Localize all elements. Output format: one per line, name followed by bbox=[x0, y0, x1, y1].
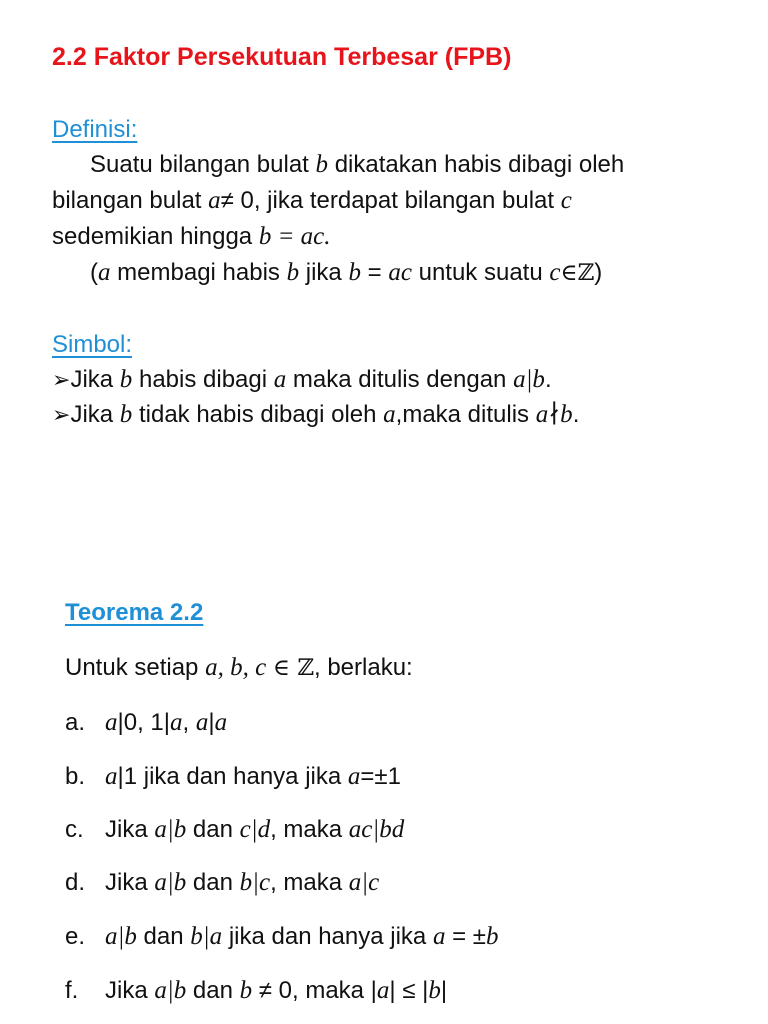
item-label: b. bbox=[65, 763, 86, 790]
math-var: b bbox=[286, 259, 300, 286]
math-var: ac bbox=[388, 259, 412, 286]
text: Jika bbox=[70, 401, 114, 428]
math-var: b bbox=[485, 923, 499, 950]
math-var: a bbox=[273, 366, 287, 393]
text: dan bbox=[192, 977, 233, 1004]
text: Jika bbox=[105, 816, 148, 843]
math-expr: a|c bbox=[348, 869, 380, 896]
text: ,maka ditulis bbox=[395, 401, 530, 428]
text: untuk suatu bbox=[418, 259, 543, 286]
text: maka ditulis dengan bbox=[292, 366, 507, 393]
math-var: b bbox=[428, 977, 441, 1004]
math-var: b bbox=[239, 977, 253, 1004]
text: dan bbox=[192, 816, 233, 843]
text: | bbox=[440, 977, 448, 1004]
simbol-heading: Simbol: bbox=[52, 331, 133, 358]
text: sedemikian hingga bbox=[52, 223, 253, 250]
math-var: a bbox=[105, 709, 118, 736]
math-var: a bbox=[195, 709, 209, 736]
text: tidak habis dibagi oleh bbox=[138, 401, 377, 428]
arrow-bullet-icon: ➢ bbox=[52, 368, 71, 393]
arrow-bullet-icon: ➢ bbox=[52, 403, 71, 428]
math-var: b bbox=[119, 366, 133, 393]
definisi-line-2 bbox=[52, 186, 572, 216]
text: | bbox=[208, 709, 215, 736]
math-expr: a|b bbox=[513, 366, 545, 393]
text: ≠ 0, jika terdapat bilangan bulat bbox=[220, 187, 555, 214]
teorema-item-a bbox=[65, 708, 227, 738]
math-expr: b|a bbox=[190, 923, 223, 950]
text: , bbox=[182, 709, 190, 736]
math-var: a bbox=[432, 923, 446, 950]
text: |1 jika dan hanya jika bbox=[117, 763, 342, 790]
teorema-item-e bbox=[65, 922, 498, 952]
teorema-heading: Teorema 2.2 bbox=[65, 599, 204, 626]
item-label: f. bbox=[65, 977, 79, 1004]
teorema-item-f bbox=[65, 976, 447, 1006]
math-expr: b = ac. bbox=[258, 223, 331, 250]
teorema-item-c bbox=[65, 815, 404, 845]
text: = ± bbox=[452, 923, 486, 950]
math-var: a bbox=[208, 187, 221, 214]
text: , maka bbox=[270, 816, 343, 843]
text: membagi habis bbox=[117, 259, 280, 286]
math-vars: a, b, c bbox=[205, 654, 267, 681]
math-var: a bbox=[105, 763, 118, 790]
item-label: e. bbox=[65, 923, 86, 950]
text: |0, 1| bbox=[117, 709, 170, 736]
teorema-intro bbox=[65, 653, 413, 683]
math-var: b bbox=[315, 151, 329, 178]
teorema-item-b bbox=[65, 762, 401, 792]
math-expr: b|c bbox=[239, 869, 271, 896]
text: ( bbox=[90, 259, 98, 286]
text: bilangan bulat bbox=[52, 187, 202, 214]
item-label: c. bbox=[65, 816, 84, 843]
text: Suatu bilangan bulat bbox=[90, 151, 309, 178]
item-label: d. bbox=[65, 869, 86, 896]
text: | ≤ | bbox=[389, 977, 429, 1004]
teorema-item-d bbox=[65, 868, 379, 898]
math-expr: a|b bbox=[154, 869, 187, 896]
section-title: 2.2 Faktor Persekutuan Terbesar (FPB) bbox=[52, 43, 512, 71]
text: habis dibagi bbox=[138, 366, 268, 393]
text: Jika bbox=[105, 977, 148, 1004]
math-expr: ac|bd bbox=[348, 816, 405, 843]
math-var: a bbox=[376, 977, 390, 1004]
simbol-item-2 bbox=[52, 400, 579, 431]
math-var: a bbox=[170, 709, 183, 736]
math-expr: a∤b bbox=[535, 401, 573, 428]
math-var: a bbox=[98, 259, 111, 286]
math-var: c bbox=[549, 259, 561, 286]
math-var: a bbox=[347, 763, 361, 790]
math-var: a bbox=[383, 401, 396, 428]
text: . bbox=[544, 366, 552, 393]
definisi-line-1 bbox=[90, 150, 624, 180]
math-expr: a|b bbox=[154, 977, 187, 1004]
math-var: c bbox=[560, 187, 572, 214]
text: dan bbox=[192, 869, 233, 896]
math-set: ∈ ℤ bbox=[272, 655, 314, 681]
math-var: b bbox=[119, 401, 133, 428]
math-var: b bbox=[348, 259, 361, 286]
text: ≠ 0, maka | bbox=[258, 977, 377, 1004]
text: = bbox=[367, 259, 382, 286]
text: Jika bbox=[70, 366, 114, 393]
math-expr: a|b bbox=[105, 923, 137, 950]
text: Jika bbox=[105, 869, 148, 896]
text: jika dan hanya jika bbox=[228, 923, 427, 950]
definisi-line-4 bbox=[90, 258, 602, 288]
text: jika bbox=[305, 259, 342, 286]
item-label: a. bbox=[65, 709, 86, 736]
math-expr: a|b bbox=[154, 816, 187, 843]
text: dan bbox=[143, 923, 184, 950]
math-set: ∈ℤ bbox=[560, 260, 595, 286]
text: dikatakan habis dibagi oleh bbox=[334, 151, 625, 178]
text: , berlaku: bbox=[314, 654, 413, 681]
text: ) bbox=[594, 259, 603, 286]
definisi-heading: Definisi: bbox=[52, 116, 138, 143]
simbol-item-1 bbox=[52, 365, 552, 396]
definisi-line-3 bbox=[52, 222, 331, 252]
text: , maka bbox=[270, 869, 343, 896]
text: . bbox=[572, 401, 580, 428]
text: Untuk setiap bbox=[65, 654, 199, 681]
math-var: a bbox=[214, 709, 228, 736]
text: =±1 bbox=[360, 763, 401, 790]
math-expr: c|d bbox=[239, 816, 271, 843]
